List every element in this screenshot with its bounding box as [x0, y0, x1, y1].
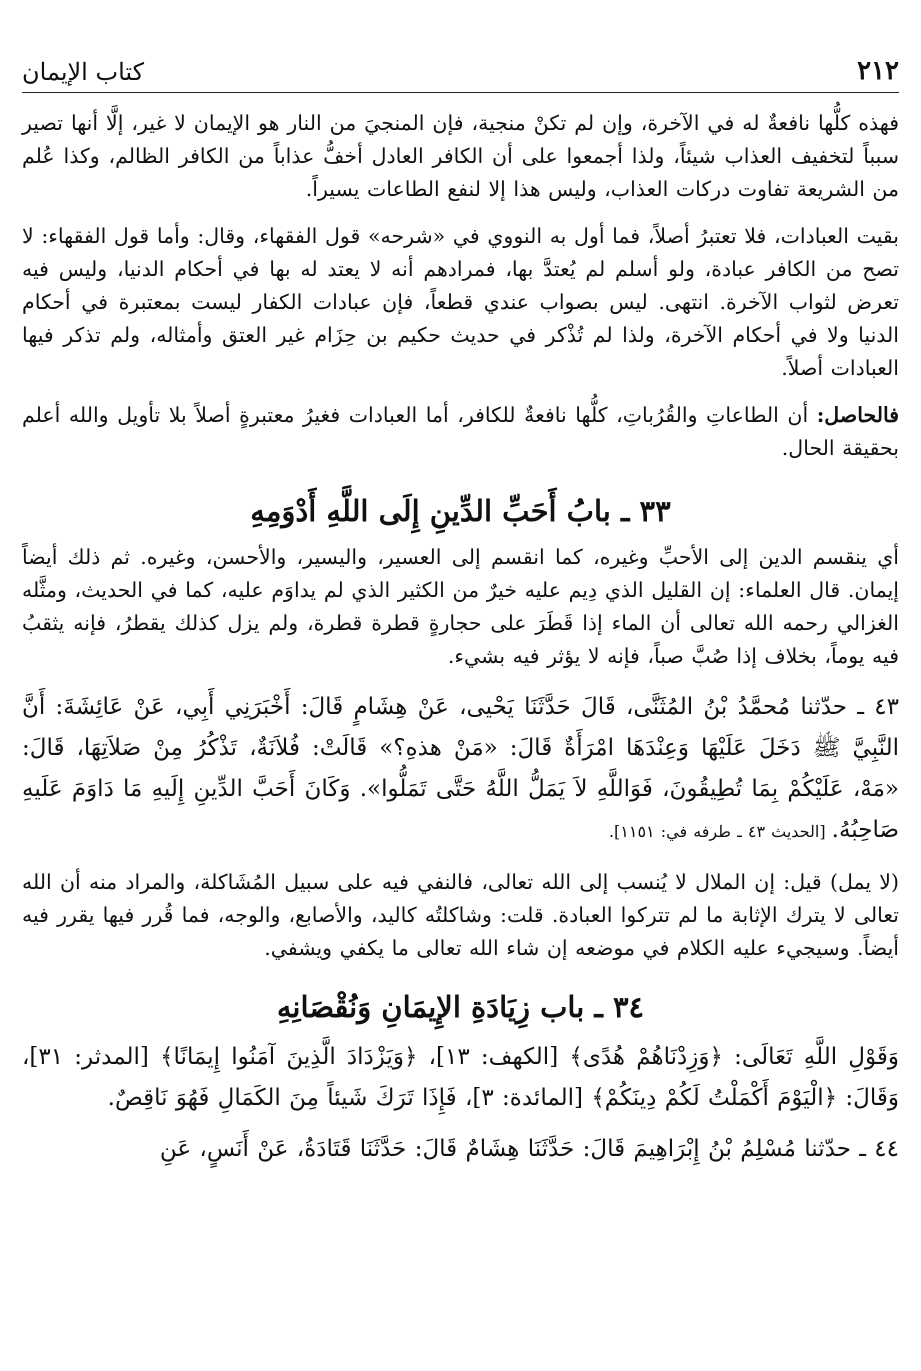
book-page: [22, 46, 899, 1170]
paragraph-acts-of-worship: بقيت العبادات، فلا تعتبرُ أصلاً، فما أول به النووي في «شرحه» قول الفقهاء، وقال: وأما قول الفقهاء: لا تصح من الكافر عبادة، ولو أسلم لم يُعتدَّ بها، فمرادهم أنه لا يعتد له بها في أحكام الدنيا، وليس فيه تعرض لثواب الآخرة. انتهى. ليس بصواب عندي قطعاً، فإن عبادات الكفار ليست بمعتبرة في أحكام الدنيا ولا في أحكام الآخرة، ولذا لم تُذْكر في حديث حكيم بن حِزَام غير العتق وأمثاله، ولم تذكر فيها العبادات أصلاً.: [22, 224, 899, 380]
hadith-43: [22, 687, 899, 852]
conclusion-lead: فالحاصل:: [816, 403, 899, 427]
hadith-43-reference: [الحديث ٤٣ ـ طرفه في: ١١٥١].: [608, 822, 832, 841]
chapter-34-verses: وَقَوْلِ اللَّهِ تَعَالَى: ﴿وَزِدْنَاهُمْ هُدًى﴾ [الكهف: ١٣]، ﴿وَيَزْدَادَ الَّذِينَ آمَنُوا إِيمَانًا﴾ [المدثر: ٣١]، وَقَالَ: ﴿الْيَوْمَ أَكْمَلْتُ لَكُمْ دِينَكُمْ﴾ [المائدة: ٣]، فَإِذَا تَرَكَ شَيئاً مِنَ الكَمَالِ فَهُوَ نَاقِصٌ.: [22, 1044, 899, 1111]
hadith-43-commentary: (لا يمل) قيل: إن الملال لا يُنسب إلى الله تعالى، فالنفي فيه على سبيل المُشَاكلة، والمراد منه أن الله تعالى لا يترك الإثابة ما لم تتركوا العبادة. قلت: وشاكلتُه كاليد، والأصابع، والوجه، فما قُرر فيها يقرر فيه أيضاً. وسيجيء عليه الكلام في موضعه إن شاء الله تعالى ما يكفي ويشفي.: [22, 870, 899, 960]
page-number: ٢١٢: [857, 56, 899, 86]
page-header: [22, 46, 899, 93]
page-content: [22, 107, 899, 1170]
paragraph-benefit-of-deeds: فهذه كلُّها نافعةٌ له في الآخرة، وإن لم تكنْ منجية، فإن المنجيَ من النار هو الإيمان لا غير، إلَّا أنها تصير سبباً لتخفيف العذاب شيئاً، ولذا أجمعوا على أن الكافر العادل أخفُّ عذاباً من الكافر الظالم، وكذا عُلم من الشريعة تفاوت دركات العذاب، وليس هذا إلا لنفع الطاعات يسيراً.: [22, 111, 899, 201]
running-title: كتاب الإيمان: [22, 58, 145, 86]
hadith-44: ٤٤ ـ حدّثنا مُسْلِمُ بْنُ إِبْرَاهِيمَ قَالَ: حَدَّثَنَا هِشَامٌ قَالَ: حَدَّثَنَا قَتَادَةُ، عَنْ أَنَسٍ، عَنِ: [159, 1136, 899, 1162]
chapter-33-intro: أي ينقسم الدين إلى الأحبِّ وغيره، كما انقسم إلى العسير، واليسير، والأحسن، وغيره. ثم ذلك أيضاً إيمان. قال العلماء: إن القليل الذي دِيم عليه خيرٌ من الكثير الذي لم يداوَم عليه، كما في الحديث، ومثَّله الغزالي رحمه الله تعالى أن الماء إذا قَطَرَ على حجارةٍ قطرة قطرة، ولم يزل كذلك يقطرُ، فإنه يثقبُ فيه يوماً، بخلاف إذا صُبَّ صباً، فإنه لا يؤثر فيه بشيء.: [22, 545, 899, 668]
conclusion-text: أن الطاعاتِ والقُرُباتِ، كلُّها نافعةٌ للكافر، أما العبادات فغيرُ معتبرةٍ أصلاً بلا تأويل والله أعلم بحقيقة الحال.: [22, 403, 899, 460]
chapter-33-title: ٣٣ ـ بابُ أَحَبِّ الدِّينِ إِلَى اللَّهِ أَدْوَمِهِ: [250, 494, 671, 528]
chapter-34-title: ٣٤ ـ باب زِيَادَةِ الإِيمَانِ وَنُقْصَانِهِ: [276, 990, 645, 1024]
hadith-43-text: ٤٣ ـ حدّثنا مُحمَّدُ بْنُ المُثَنَّى، قَالَ حَدَّثَنَا يَحْيى، عَنْ هِشَامٍ قَالَ: أَخْبَرَنِي أَبِي، عَنْ عَائِشَةَ: أَنَّ النَّبِيَّ ﷺ دَخَلَ عَلَيْهَا وَعِنْدَهَا امْرَأَةٌ قَالَ: «مَنْ هذهِ؟» قَالَتْ: فُلاَنَةٌ، تَذْكُرُ مِنْ صَلاَتِهَا، قَالَ: «مَهْ، عَلَيْكُمْ بِمَا تُطِيقُونَ، فَوَاللَّهِ لاَ يَمَلُّ اللَّهُ حَتَّى تَمَلُّوا». وَكَانَ أَحَبَّ الدِّينِ إِلَيهِ مَا دَاوَمَ عَلَيهِ صَاحِبُهُ.: [22, 694, 899, 843]
paragraph-conclusion: [22, 399, 899, 465]
